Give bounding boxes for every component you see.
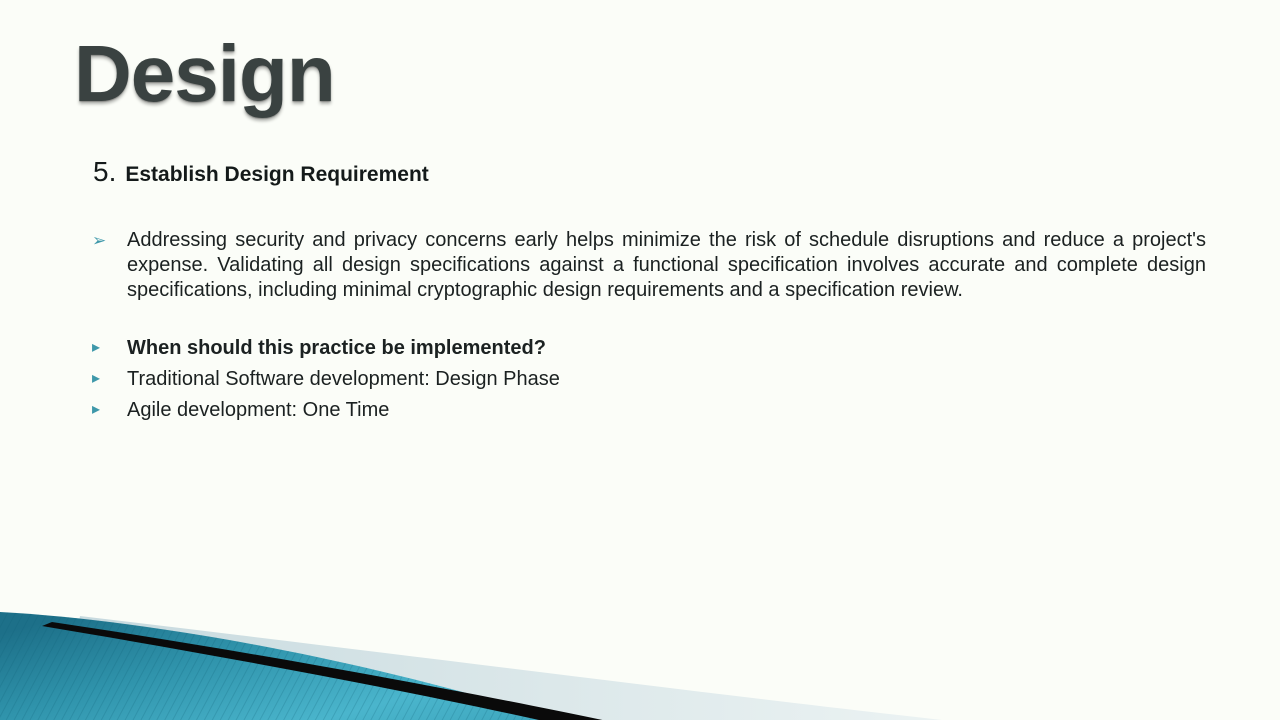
teal-wedge-stripes <box>0 612 565 720</box>
light-band-shape <box>60 616 960 720</box>
list-item-text: Traditional Software development: Design Phase <box>127 368 560 390</box>
paragraph-bullet-row <box>92 228 1206 303</box>
teal-wedge-shape <box>0 612 565 720</box>
list-item <box>92 336 1206 360</box>
list-item-text: When should this practice be implemented? <box>127 337 546 359</box>
paragraph-text: Addressing security and privacy concerns early helps minimize the risk of schedule disruptions and reduce a project's expense. Validating all design specifications against a functional specification involves accurate and complete design specifications, including minimal cryptographic design requirements and a specification review. <box>127 229 1206 301</box>
triangle-bullet-icon: ▸ <box>92 339 101 356</box>
list-item <box>92 398 1206 422</box>
arrowhead-outline-bullet-icon: ➢ <box>92 231 107 250</box>
list-item <box>92 367 1206 391</box>
section-heading <box>93 156 429 188</box>
list-item-text: Agile development: One Time <box>127 399 390 421</box>
slide-title: Design <box>74 29 335 118</box>
heading-number: 5. <box>93 156 117 187</box>
heading-text: Establish Design Requirement <box>125 163 429 186</box>
black-stripe-shape <box>42 622 612 720</box>
triangle-bullet-icon: ▸ <box>92 370 101 387</box>
bullet-list <box>92 336 1206 429</box>
triangle-bullet-icon: ▸ <box>92 401 101 418</box>
